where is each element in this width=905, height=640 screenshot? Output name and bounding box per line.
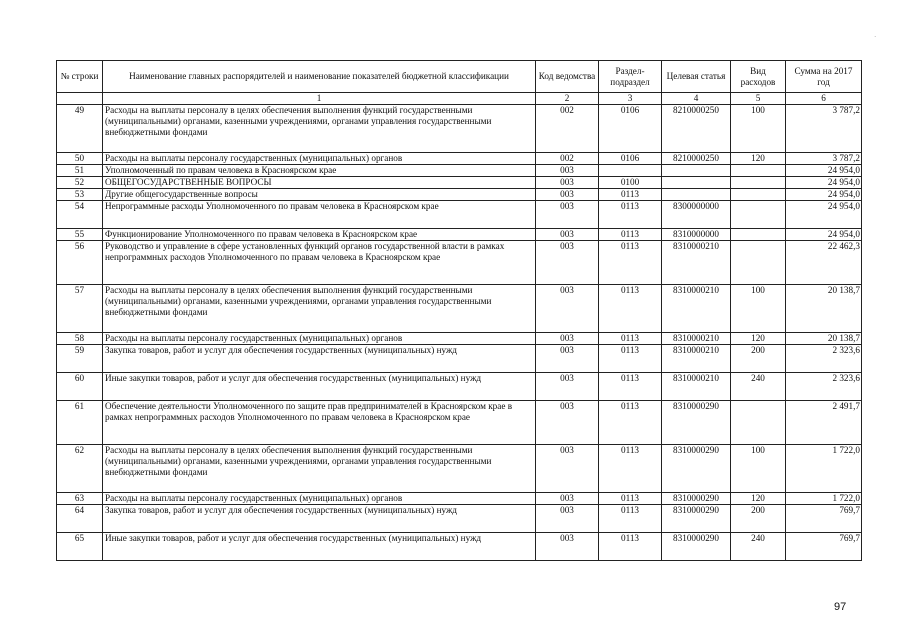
row-section-subsection: 0113 <box>599 189 662 201</box>
column-numbers-row <box>57 93 862 105</box>
row-section-subsection: 0113 <box>599 201 662 229</box>
row-expense-type: 200 <box>731 345 786 373</box>
budget-table <box>56 60 862 561</box>
row-department-code: 003 <box>536 505 599 533</box>
table-row <box>57 533 862 561</box>
row-section-subsection: 0100 <box>599 177 662 189</box>
row-target-article: 8310000290 <box>662 493 731 505</box>
row-target-article: 8310000290 <box>662 445 731 493</box>
row-department-code: 003 <box>536 241 599 285</box>
table-row <box>57 153 862 165</box>
table-row <box>57 165 862 177</box>
header-department-code: Код ведомства <box>536 61 599 93</box>
row-expense-type: 120 <box>731 493 786 505</box>
row-name: Закупка товаров, работ и услуг для обеспечения государственных (муниципальных) нужд <box>103 345 536 373</box>
row-expense-type: 100 <box>731 445 786 493</box>
row-department-code: 003 <box>536 401 599 445</box>
row-name: Другие общегосударственные вопросы <box>103 189 536 201</box>
row-expense-type <box>731 401 786 445</box>
row-sum: 769,7 <box>786 533 862 561</box>
table-row <box>57 373 862 401</box>
row-target-article: 8310000210 <box>662 241 731 285</box>
row-number: 59 <box>57 345 103 373</box>
row-number: 62 <box>57 445 103 493</box>
row-sum: 2 323,6 <box>786 373 862 401</box>
row-expense-type: 120 <box>731 333 786 345</box>
table-row <box>57 177 862 189</box>
table-row <box>57 401 862 445</box>
row-expense-type <box>731 201 786 229</box>
row-number: 64 <box>57 505 103 533</box>
row-target-article: 8310000290 <box>662 533 731 561</box>
row-number: 51 <box>57 165 103 177</box>
row-sum: 769,7 <box>786 505 862 533</box>
table-row <box>57 105 862 153</box>
column-number: 4 <box>662 93 731 105</box>
row-name: Руководство и управление в сфере установленных функций органов государственной власти в рамках непрограммных расходов Уполномоченного по правам человека в Красноярском крае <box>103 241 536 285</box>
row-sum: 2 323,6 <box>786 345 862 373</box>
row-sum: 2 491,7 <box>786 401 862 445</box>
row-number: 50 <box>57 153 103 165</box>
row-department-code: 003 <box>536 201 599 229</box>
scan-corner-mark: · <box>874 33 877 41</box>
row-sum: 20 138,7 <box>786 333 862 345</box>
row-name: Расходы на выплаты персоналу государственных (муниципальных) органов <box>103 153 536 165</box>
row-department-code: 003 <box>536 177 599 189</box>
row-expense-type: 200 <box>731 505 786 533</box>
row-number: 52 <box>57 177 103 189</box>
row-name: Иные закупки товаров, работ и услуг для обеспечения государственных (муниципальных) нужд <box>103 533 536 561</box>
table-header-row <box>57 61 862 93</box>
table-row <box>57 333 862 345</box>
row-target-article <box>662 177 731 189</box>
row-sum: 24 954,0 <box>786 201 862 229</box>
table-body <box>57 105 862 561</box>
table-row <box>57 445 862 493</box>
row-target-article: 8210000250 <box>662 105 731 153</box>
column-number: 6 <box>786 93 862 105</box>
row-section-subsection: 0113 <box>599 401 662 445</box>
row-department-code: 003 <box>536 345 599 373</box>
row-expense-type <box>731 229 786 241</box>
row-section-subsection: 0106 <box>599 153 662 165</box>
column-number: 2 <box>536 93 599 105</box>
table-row <box>57 229 862 241</box>
row-number: 56 <box>57 241 103 285</box>
row-section-subsection: 0113 <box>599 373 662 401</box>
row-name: Расходы на выплаты персоналу государственных (муниципальных) органов <box>103 333 536 345</box>
row-sum: 24 954,0 <box>786 177 862 189</box>
row-department-code: 003 <box>536 229 599 241</box>
row-number: 57 <box>57 285 103 333</box>
row-number: 63 <box>57 493 103 505</box>
row-number: 65 <box>57 533 103 561</box>
row-number: 54 <box>57 201 103 229</box>
row-department-code: 003 <box>536 493 599 505</box>
row-target-article: 8310000210 <box>662 333 731 345</box>
row-sum: 3 787,2 <box>786 153 862 165</box>
row-name: Расходы на выплаты персоналу в целях обеспечения выполнения функций государственными (муниципальными) органами, казенными учреждениями, органами управления государственными внебюджетными фондами <box>103 285 536 333</box>
row-expense-type: 120 <box>731 153 786 165</box>
row-target-article: 8300000000 <box>662 201 731 229</box>
row-sum: 24 954,0 <box>786 165 862 177</box>
row-expense-type: 100 <box>731 285 786 333</box>
row-target-article: 8310000290 <box>662 505 731 533</box>
table-row <box>57 201 862 229</box>
row-sum: 22 462,3 <box>786 241 862 285</box>
row-target-article: 8310000210 <box>662 285 731 333</box>
row-department-code: 003 <box>536 285 599 333</box>
row-name: ОБЩЕГОСУДАРСТВЕННЫЕ ВОПРОСЫ <box>103 177 536 189</box>
row-expense-type: 100 <box>731 105 786 153</box>
column-number: 5 <box>731 93 786 105</box>
column-number: 3 <box>599 93 662 105</box>
row-name: Расходы на выплаты персоналу в целях обеспечения выполнения функций государственными (муниципальными) органами, казенными учреждениями, органами управления государственными внебюджетными фондами <box>103 445 536 493</box>
row-section-subsection: 0106 <box>599 105 662 153</box>
header-row-number: № строки <box>57 61 103 93</box>
row-section-subsection: 0113 <box>599 345 662 373</box>
row-expense-type: 240 <box>731 373 786 401</box>
row-sum: 24 954,0 <box>786 229 862 241</box>
row-department-code: 003 <box>536 189 599 201</box>
column-number <box>57 93 103 105</box>
row-sum: 1 722,0 <box>786 445 862 493</box>
table-row <box>57 241 862 285</box>
row-section-subsection: 0113 <box>599 241 662 285</box>
row-target-article <box>662 165 731 177</box>
row-number: 55 <box>57 229 103 241</box>
row-section-subsection: 0113 <box>599 333 662 345</box>
row-sum: 24 954,0 <box>786 189 862 201</box>
row-expense-type <box>731 189 786 201</box>
table-row <box>57 345 862 373</box>
row-department-code: 003 <box>536 373 599 401</box>
header-section-subsection: Раздел-подраздел <box>599 61 662 93</box>
row-number: 49 <box>57 105 103 153</box>
row-department-code: 003 <box>536 165 599 177</box>
row-expense-type <box>731 165 786 177</box>
row-name: Уполномоченный по правам человека в Красноярском крае <box>103 165 536 177</box>
header-name: Наименование главных распорядителей и наименование показателей бюджетной классификации <box>103 61 536 93</box>
row-name: Расходы на выплаты персоналу государственных (муниципальных) органов <box>103 493 536 505</box>
page-number: 97 <box>834 601 847 613</box>
row-name: Непрограммные расходы Уполномоченного по правам человека в Красноярском крае <box>103 201 536 229</box>
row-name: Обеспечение деятельности Уполномоченного по защите прав предпринимателей в Красноярском крае в рамках непрограммных расходов Уполномоченного по правам человека в Красноярском крае <box>103 401 536 445</box>
row-sum: 1 722,0 <box>786 493 862 505</box>
row-section-subsection: 0113 <box>599 533 662 561</box>
row-department-code: 002 <box>536 153 599 165</box>
row-target-article: 8310000290 <box>662 401 731 445</box>
row-section-subsection: 0113 <box>599 285 662 333</box>
table-row <box>57 189 862 201</box>
row-number: 53 <box>57 189 103 201</box>
row-expense-type: 240 <box>731 533 786 561</box>
row-department-code: 002 <box>536 105 599 153</box>
row-department-code: 003 <box>536 445 599 493</box>
row-expense-type <box>731 241 786 285</box>
row-target-article: 8310000210 <box>662 345 731 373</box>
row-name: Расходы на выплаты персоналу в целях обеспечения выполнения функций государственными (муниципальными) органами, казенными учреждениями, органами управления государственными внебюджетными фондами <box>103 105 536 153</box>
column-number: 1 <box>103 93 536 105</box>
row-target-article: 8310000210 <box>662 373 731 401</box>
row-target-article: 8310000000 <box>662 229 731 241</box>
row-name: Закупка товаров, работ и услуг для обеспечения государственных (муниципальных) нужд <box>103 505 536 533</box>
row-target-article <box>662 189 731 201</box>
header-sum-2017: Сумма на 2017 год <box>786 61 862 93</box>
row-number: 60 <box>57 373 103 401</box>
header-expense-type: Вид расходов <box>731 61 786 93</box>
row-name: Функционирование Уполномоченного по правам человека в Красноярском крае <box>103 229 536 241</box>
row-expense-type <box>731 177 786 189</box>
header-target-article: Целевая статья <box>662 61 731 93</box>
table-row <box>57 493 862 505</box>
row-section-subsection: 0113 <box>599 493 662 505</box>
row-name: Иные закупки товаров, работ и услуг для обеспечения государственных (муниципальных) нужд <box>103 373 536 401</box>
row-sum: 3 787,2 <box>786 105 862 153</box>
table-row <box>57 285 862 333</box>
row-section-subsection: 0113 <box>599 505 662 533</box>
row-number: 61 <box>57 401 103 445</box>
row-target-article: 8210000250 <box>662 153 731 165</box>
row-department-code: 003 <box>536 333 599 345</box>
row-section-subsection: 0113 <box>599 229 662 241</box>
row-number: 58 <box>57 333 103 345</box>
row-section-subsection: 0113 <box>599 445 662 493</box>
row-section-subsection <box>599 165 662 177</box>
row-sum: 20 138,7 <box>786 285 862 333</box>
table-row <box>57 505 862 533</box>
row-department-code: 003 <box>536 533 599 561</box>
